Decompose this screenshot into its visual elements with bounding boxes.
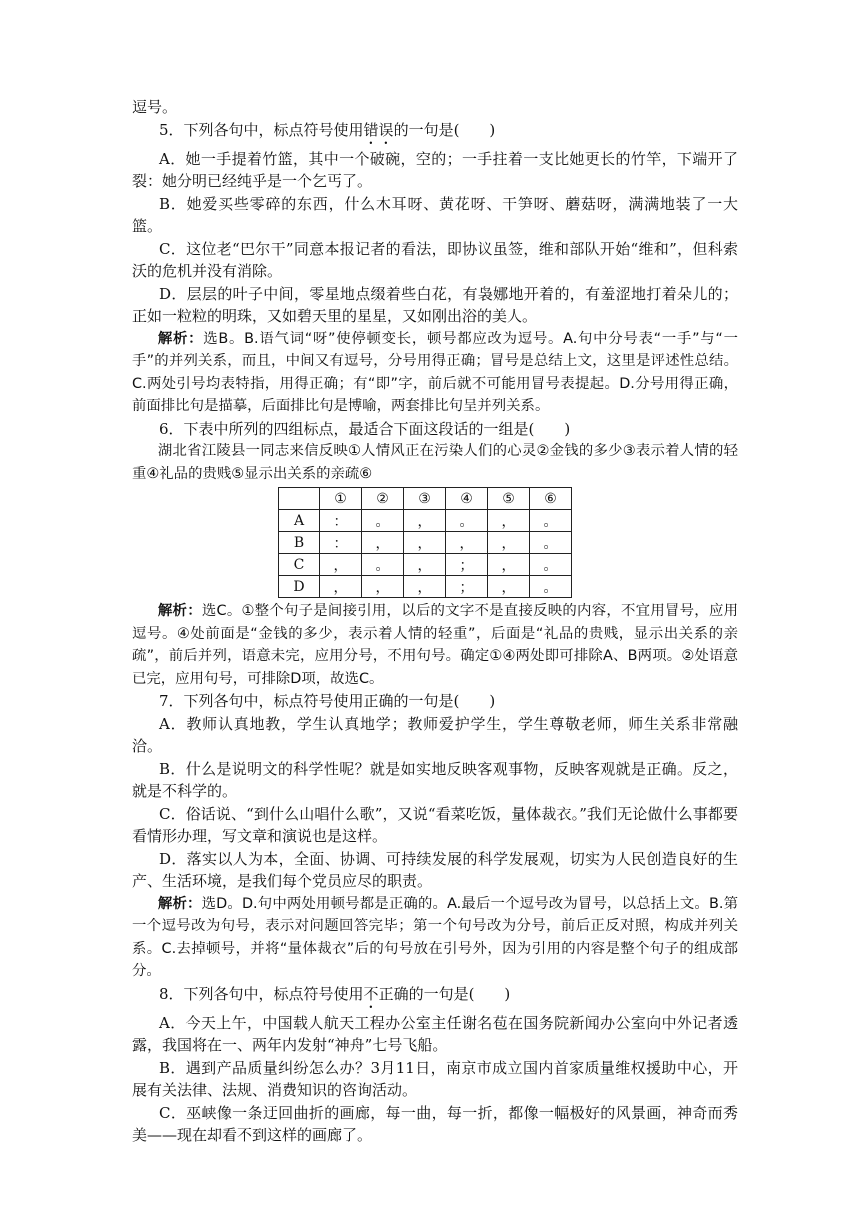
q5-option-a: A．她一手提着竹篮，其中一个破碗，空的；一手拄着一支比她更长的竹竿，下端开了裂：她分明已经纯乎是一个乞丐了。 <box>132 149 738 190</box>
table-header-cell: ① <box>320 488 362 510</box>
document-page <box>132 96 738 1147</box>
q6-analysis-text: 选C。①整个句子是间接引用，以后的文字不是直接反映的内容，不宜用冒号，应用逗号。④处前面是“金钱的多少，表示着人情的轻重”，后面是“礼品的贵贱，显示出关系的亲疏”，前后并列，语意未完，应用分号，不用句号。确定①④两处即可排除A、B两项。②处语意已完，应用句号，可排除D项，故选C。 <box>132 603 738 687</box>
q7-option-a: A．教师认真地教，学生认真地学；教师爱护学生，学生尊敬老师，师生关系非常融洽。 <box>132 714 738 755</box>
table-row <box>279 576 572 598</box>
table-cell: ， <box>404 554 446 576</box>
q6-analysis <box>132 600 738 690</box>
table-cell: C <box>279 554 320 576</box>
q8-option-c: C．巫峡像一条迂回曲折的画廊，每一曲，每一折，都像一幅极好的风景画，神奇而秀美——现在却看不到这样的画廊了。 <box>132 1103 738 1144</box>
q5-option-b: B．她爱买些零碎的东西，什么木耳呀、黄花呀、干笋呀、蘑菇呀，满满地装了一大篮。 <box>132 194 738 235</box>
q7-analysis <box>132 893 738 983</box>
q5-stem-post: 的一句是( ) <box>393 120 496 139</box>
table-header-cell: ⑤ <box>488 488 530 510</box>
q7-option-b: B．什么是说明文的科学性呢？就是如实地反映客观事物，反映客观就是正确。反之，就是不科学的。 <box>132 759 738 800</box>
q8-option-a: A．今天上午，中国载人航天工程办公室主任谢名苞在国务院新闻办公室向中外记者透露，我国将在一、两年内发射“神舟”七号飞船。 <box>132 1013 738 1054</box>
table-cell: ； <box>446 576 488 598</box>
table-row <box>279 532 572 554</box>
table-cell: 。 <box>362 510 404 532</box>
q8-stem-emphasis: 不 <box>363 984 379 1003</box>
q5-analysis <box>132 328 738 418</box>
table-cell: ， <box>488 532 530 554</box>
table-cell: ， <box>404 576 446 598</box>
punctuation-table <box>278 487 572 598</box>
table-header-cell: ② <box>362 488 404 510</box>
table-cell: ， <box>446 532 488 554</box>
table-cell: B <box>279 532 320 554</box>
q6-analysis-label: 解析： <box>157 603 202 619</box>
table-cell: 。 <box>530 554 572 576</box>
table-cell: ， <box>404 510 446 532</box>
q5-option-d: D．层层的叶子中间，零星地点缀着些白花，有袅娜地开着的，有羞涩地打着朵儿的；正如一粒粒的明珠，又如碧天里的星星，又如刚出浴的美人。 <box>132 284 738 325</box>
question-7-stem: 7．下列各句中，标点符号使用正确的一句是( ) <box>159 692 496 710</box>
table-header-cell: ③ <box>404 488 446 510</box>
q7-analysis-label: 解析： <box>157 895 202 912</box>
question-6-stem: 6．下表中所列的四组标点，最适合下面这段话的一组是( ) <box>159 419 571 438</box>
table-cell: 。 <box>530 510 572 532</box>
q5-analysis-label: 解析： <box>157 330 204 347</box>
table-row <box>279 510 572 532</box>
table-cell: 。 <box>530 576 572 598</box>
table-cell: ， <box>488 576 530 598</box>
q7-option-d: D．落实以人为本，全面、协调、可持续发展的科学发展观，切实为人民创造良好的生产、生活环境，是我们每个党员应尽的职责。 <box>132 849 738 890</box>
question-8-stem <box>132 983 738 1012</box>
q6-passage: 湖北省江陵县一同志来信反映①人情风正在污染人们的心灵②金钱的多少③表示着人情的轻重④礼品的贵贱⑤显示出关系的亲疏⑥ <box>132 443 738 482</box>
q8-stem-post: 正确的一句是( ) <box>378 984 511 1003</box>
q5-stem-emphasis: 错误 <box>363 120 394 139</box>
table-cell: 。 <box>530 532 572 554</box>
table-cell: 。 <box>362 554 404 576</box>
table-row <box>279 554 572 576</box>
q8-stem-pre: 8．下列各句中，标点符号使用 <box>159 984 364 1003</box>
table-cell: ； <box>446 554 488 576</box>
table-cell: ， <box>404 532 446 554</box>
q5-analysis-text: 选B。B.语气词“呀”使停顿变长，顿号都应改为逗号。A.句中分号表“一手”与“一手”的并列关系，而且，中间又有逗号，分号用得正确；冒号是总结上文，这里是评述性总结。C.两处引号均表特指，用得正确；有“即”字，前后就不可能用冒号表提起。D.分号用得正确，前面排比句是描摹，后面排比句是博喻，两套排比句呈并列关系。 <box>132 330 738 414</box>
q7-option-c: C．俗话说、“到什么山唱什么歌”，又说“看菜吃饭，量体裁衣。”我们无论做什么事都要看情形办理，写文章和演说也是这样。 <box>132 804 738 845</box>
table-header-cell <box>279 488 320 510</box>
table-cell: ， <box>362 532 404 554</box>
table-cell: ， <box>320 554 362 576</box>
table-cell: A <box>279 510 320 532</box>
table-header-cell: ④ <box>446 488 488 510</box>
table-header-row <box>279 488 572 510</box>
table-cell: 。 <box>446 510 488 532</box>
table-cell: ， <box>488 554 530 576</box>
table-cell: ， <box>488 510 530 532</box>
table-cell: ： <box>320 532 362 554</box>
table-cell: ： <box>320 510 362 532</box>
top-line: 逗号。 <box>132 98 178 116</box>
table-cell: ， <box>320 576 362 598</box>
q5-stem-pre: 5．下列各句中，标点符号使用 <box>159 120 364 139</box>
table-cell: D <box>279 576 320 598</box>
q8-option-b: B．遇到产品质量纠纷怎么办？3月11日，南京市成立国内首家质量维权援助中心，开展有关法律、法规、消费知识的咨询活动。 <box>132 1058 738 1099</box>
q7-analysis-text: 选D。D.句中两处用顿号都是正确的。A.最后一个逗号改为冒号，以总括上文。B.第一个逗号改为句号，表示对问题回答完毕；第一个句号改为分号，前后正反对照，构成并列关系。C.去掉顿号，并将“量体裁衣”后的句号放在引号外，因为引用的内容是整个句子的组成部分。 <box>132 895 738 979</box>
q5-option-c: C．这位老“巴尔干”同意本报记者的看法，即协议虽签，维和部队开始“维和”，但科索沃的危机并没有消除。 <box>132 239 738 280</box>
table-cell: ， <box>362 576 404 598</box>
table-header-cell: ⑥ <box>530 488 572 510</box>
question-5-stem <box>132 119 738 148</box>
